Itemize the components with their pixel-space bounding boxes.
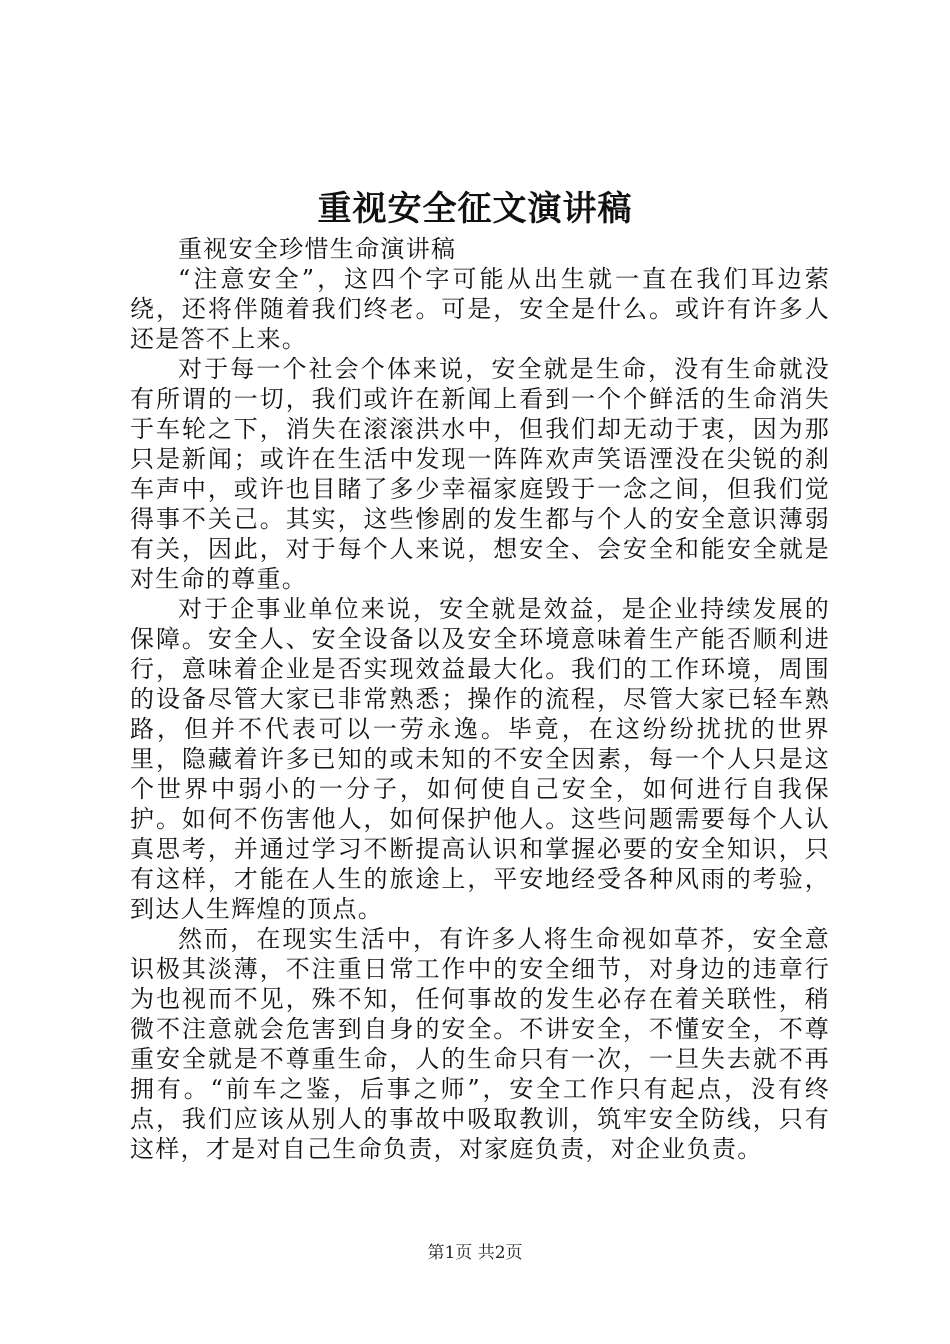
document-title: 重视安全征文演讲稿 xyxy=(317,189,633,229)
document-body xyxy=(130,234,830,1164)
body-paragraph-1: “注意安全”，这四个字可能从出生就一直在我们耳边萦绕，还将伴随着我们终老。可是，安全是什么。或许有许多人还是答不上来。 xyxy=(130,265,830,353)
body-paragraph-4: 然而，在现实生活中，有许多人将生命视如草芥，安全意识极其淡薄，不注重日常工作中的安全细节，对身边的违章行为也视而不见，殊不知，任何事故的发生必存在着关联性，稍微不注意就会危害到自身的安全。不讲安全，不懂安全，不尊重安全就是不尊重生命，人的生命只有一次，一旦失去就不再拥有。“前车之鉴，后事之师”，安全工作只有起点，没有终点，我们应该从别人的事故中吸取教训，筑牢安全防线，只有这样，才是对自己生命负责，对家庭负责，对企业负责。 xyxy=(130,925,830,1163)
body-paragraph-3: 对于企事业单位来说，安全就是效益，是企业持续发展的保障。安全人、安全设备以及安全环境意味着生产能否顺利进行，意味着企业是否实现效益最大化。我们的工作环境，周围的设备尽管大家已非常熟悉；操作的流程，尽管大家已轻车熟路，但并不代表可以一劳永逸。毕竟，在这纷纷扰扰的世界里，隐藏着许多已知的或未知的不安全因素，每一个人只是这个世界中弱小的一分子，如何使自己安全，如何进行自我保护。如何不伤害他人，如何保护他人。这些问题需要每个人认真思考，并通过学习不断提高认识和掌握必要的安全知识，只有这样，才能在人生的旅途上，平安地经受各种风雨的考验，到达人生辉煌的顶点。 xyxy=(130,595,830,923)
page-footer: 第1页 共2页 xyxy=(427,1243,523,1263)
body-paragraph-2: 对于每一个社会个体来说，安全就是生命，没有生命就没有所谓的一切，我们或许在新闻上看到一个个鲜活的生命消失于车轮之下，消失在滚滚洪水中，但我们却无动于衷，因为那只是新闻；或许在生活中发现一阵阵欢声笑语湮没在尖锐的刹车声中，或许也目睹了多少幸福家庭毁于一念之间，但我们觉得事不关己。其实，这些惨剧的发生都与个人的安全意识薄弱有关，因此，对于每个人来说，想安全、会安全和能安全就是对生命的尊重。 xyxy=(130,355,830,593)
subtitle-paragraph: 重视安全珍惜生命演讲稿 xyxy=(178,235,457,263)
